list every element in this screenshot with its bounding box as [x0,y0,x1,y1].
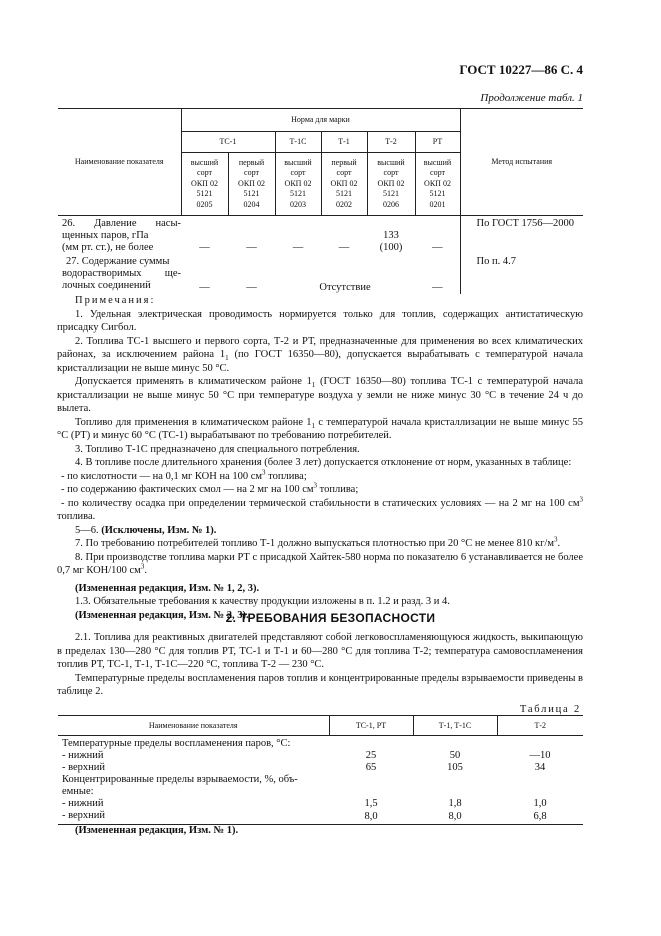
brand-header: Т-1 [321,132,367,153]
note-4b: - по содержанию фактических смол — на 2 мг на 100 $см^3$ топлива; [61,481,359,495]
table-2-caption: Таблица 2 [519,704,581,715]
row27-absent: Отсутствие [319,282,371,293]
clause-2-1-cont: Температурные пределы воспламенения паров топлив и концентрированные пределы взрываемости приведены в таблице 2. [57,672,583,697]
note-2: 2. Топлива ТС-1 высшего и первого сорта, Т-2 и РТ, предназначенные для применения во всех климатических районах, за исключением района $1_1$ (по ГОСТ 16350—80), допускается вырабатывать с температурой начала кристаллизации не выше минус 50 °С. [57,335,583,374]
note-7: 7. По требованию потребителей топливо Т-1 должно выпускаться плотностью при 20 °С не менее 810 $кг/м^3$. [75,535,561,549]
note-4a: - по кислотности — на 0,1 мг КОН на 100 $см^3$ топлива; [61,468,307,482]
t2-cell: —10 [529,750,551,761]
t2-cell: 6,8 [533,811,547,822]
col-method-header: Метод испытания [460,109,583,216]
t2-cell: 50 [449,750,461,761]
grade-subheader: высший сорт ОКП 02 5121 0206 [367,153,415,216]
section-2-body [57,631,583,699]
t2-header: Т-1, Т-1С [413,716,497,736]
note-4: 4. В топливе после длительного хранения (более 3 лет) допускается отклонение от норм, указанных в таблице: [75,457,572,468]
t2-cell: 1,5 [364,798,378,809]
grade-subheader: высший сорт ОКП 02 5121 0205 [181,153,228,216]
t2-cell: 8,0 [448,811,462,822]
row26-value: 133 (100) [379,230,403,253]
t2-header: Наименование показателя [58,716,329,736]
row27-value: — [199,282,210,293]
section-2-title: 2. ТРЕБОВАНИЯ БЕЗОПАСНОСТИ [225,611,436,625]
t2-group-label: Температурные пределы воспламенения паров, °С: [62,738,291,749]
table-2 [58,715,583,825]
t2-cell: 1,0 [533,798,547,809]
notes-title: Примечания: [75,295,156,306]
notes [57,294,583,622]
t2-cell: 8,0 [364,811,378,822]
grade-subheader: первый сорт ОКП 02 5121 0202 [321,153,367,216]
t2-row-label: - верхний [62,762,106,773]
note-8: 8. При производстве топлива марки РТ с присадкой Хайтек-580 норма по показателю 6 устанавливается не более 0,7 мг КОН/100 $см^3$. [57,551,583,576]
t2-cell: 65 [365,762,377,773]
row27-value: — [246,282,257,293]
table-1 [58,108,583,294]
row27-value: — [432,282,443,293]
col-name-header: Наименование показателя [58,109,181,216]
t2-group-label: Концентрированные пределы взрываемости, %, объ- [62,774,298,785]
grade-subheader: первый сорт ОКП 02 5121 0204 [228,153,275,216]
row26-value: — [246,242,257,253]
brand-header: Т-1С [275,132,321,153]
note-1: 1. Удельная электрическая проводимость нормируется только для топлив, содержащих антистатическую присадку Сигбол. [57,308,583,333]
row27-name: 27. Содержание суммы водорастворимых ще- лочных соединений [62,256,181,291]
row26-value: — [292,242,304,253]
clause-1-3: 1.3. Обязательные требования к качеству продукции изложены в п. 1.2 и разд. 3 и 4. [75,596,450,607]
row26-name: 26. Давление насы- щенных паров, гПа (мм рт. ст.), не более [62,218,181,253]
page-header: ГОСТ 10227—86 С. 4 [459,62,583,77]
row26-value: — [432,242,443,253]
row27-method: По п. 4.7 [460,254,583,294]
brand-header: ТС-1 [181,132,275,153]
edit-note-2: (Измененная редакция, Изм. № 2, 3). [75,609,249,621]
brand-header: РТ [415,132,460,153]
grade-subheader: высший сорт ОКП 02 5121 0203 [275,153,321,216]
t2-header: ТС-1, РТ [329,716,413,736]
t2-header: Т-2 [497,716,583,736]
col-norm-header: Норма для марки [181,109,460,132]
note-5-6: 5—6. (Исключены, Изм. № 1). [75,524,217,536]
t2-cell: 1,8 [448,798,462,809]
row26-method: По ГОСТ 1756—2000 [460,216,583,255]
note-2-extra: Топливо для применения в климатическом районе $1_1$ с температурой начала кристаллизации не выше минус 55 °С (РТ) и минус 60 °С (ТС-1) вырабатывают по требованию потребителей. [57,416,584,441]
t2-cell: 105 [447,762,463,773]
t2-cell: 25 [365,750,377,761]
note-3: 3. Топливо Т-1С предназначено для специального потребления. [75,443,360,455]
t2-row-label: - нижний [62,798,104,809]
edit-note-1: (Измененная редакция, Изм. № 1, 2, 3). [75,582,260,594]
row26-value: — [199,242,210,253]
t2-row-label: - нижний [62,750,104,761]
clause-2-1: 2.1. Топлива для реактивных двигателей представляют собой легковоспламеняющуюся жидкость, выкипающую в пределах 130—280 °С для топлив РТ, ТС-1 и Т-1 и 60—280 °С для топлива Т-2; температура самовоспламенения топлив РТ, ТС-1, Т-1, Т-1С—220 °С, топлива Т-2 — 230 °С. [57,632,583,670]
row26-value: — [338,242,350,253]
brand-header: Т-2 [367,132,415,153]
grade-subheader: высший сорт ОКП 02 5121 0201 [415,153,460,216]
final-edit-note: (Измененная редакция, Изм. № 1). [75,825,239,836]
table-continuation: Продолжение табл. 1 [480,92,583,104]
t2-group-label: емные: [62,786,94,797]
note-2-continued: Допускается применять в климатическом районе $1_1$ (ГОСТ 16350—80) топлива ТС-1 с температурой начала кристаллизации не выше минус 50 °С при температуре воздуха у земли не ниже минус 30 °С в течение 24 ч до вылета. [57,376,583,414]
note-4c: - по количеству осадка при определении термической стабильности в статических условиях — на 2 мг на 100 $см^3$ топлива. [57,495,583,522]
t2-cell: 34 [534,762,546,773]
t2-row-label: - верхний [62,810,106,821]
